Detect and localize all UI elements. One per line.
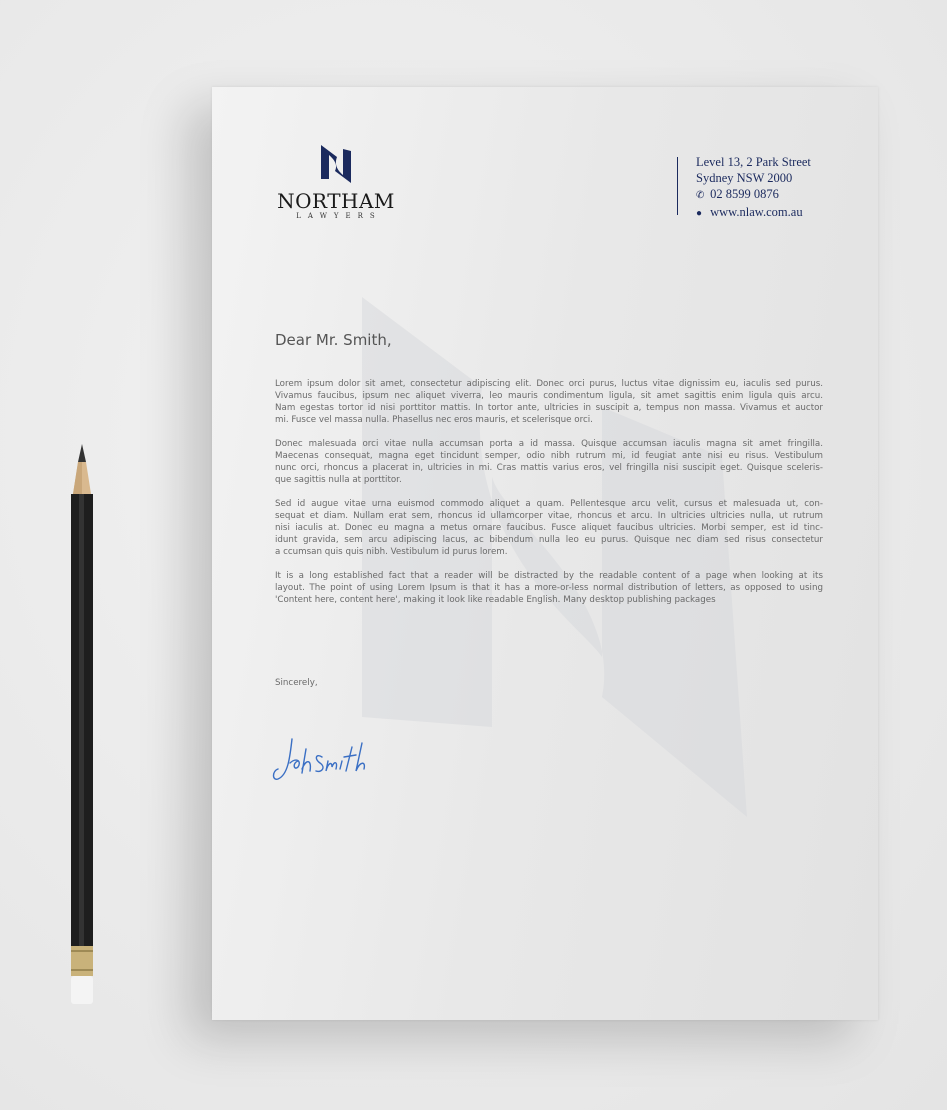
paragraph-line: Maecenas consequat, magna eget tincidunt semper, odio nibh rutrum mi, id feugiat ante nisi eu risus. Vestibulum <box>275 451 823 461</box>
paragraph-line: sequat et diam. Nullam erat sem, rhoncus id ullamcorper vitae, rhoncus et arcu. In ultricies ultricies nulla, ut rutrum <box>275 511 823 521</box>
paragraph-line: Sed id augue vitae urna euismod commodo aliquet a quam. Pellentesque arcu velit, cursus et malesuada ut, con- <box>275 499 823 509</box>
pencil <box>69 444 95 1006</box>
paragraph-line: mi. Fusce vel massa nulla. Phasellus nec eros mauris, et scelerisque orci. <box>275 415 593 425</box>
letterhead-paper <box>212 87 878 1020</box>
paragraph-line: idunt gravida, sem arcu adipiscing lacus, ac bibendum nulla leo eu purus. Quisque nec diam sed risus consectetur <box>275 535 823 545</box>
globe-icon: ● <box>696 208 703 219</box>
paragraph <box>275 378 823 426</box>
paragraph-line: Vivamus faucibus, ipsum nec aliquet viverra, leo mauris condimentum ligula, sit amet sagittis enim ligula quis arcu. <box>275 391 823 401</box>
paragraph-line: Nam egestas tortor id nisi porttitor mattis. In tortor ante, ultricies in suscipit a, tempus non massa. Vivamus et auctor <box>275 403 823 413</box>
address-line-2: Sydney NSW 2000 <box>696 171 793 185</box>
paragraph <box>275 570 823 606</box>
paragraph-line: 'Content here, content here', making it look like readable English. Many desktop publishing packages <box>275 595 716 605</box>
brand-name: NORTHAM <box>277 189 395 213</box>
brand-subtitle: LAWYERS <box>296 212 382 220</box>
phone-icon: ✆ <box>696 190 705 201</box>
closing: Sincerely, <box>275 678 318 688</box>
letter-body <box>275 378 823 618</box>
paragraph-line: nisi iaculis at. Donec eu magna a metus ornare faucibus. Fusce aliquet faucibus ultricies. Morbi semper, est id tinc- <box>275 523 823 533</box>
header-divider <box>677 157 678 215</box>
signature <box>270 727 390 787</box>
logo-mark-icon <box>321 145 351 183</box>
paragraph <box>275 498 823 558</box>
paragraph-line: nunc orci, rhoncus a placerat in, ultricies in mi. Cras mattis varius eros, vel fringilla nisi suscipit eget. Quisque sceleris- <box>275 463 823 473</box>
website: www.nlaw.com.au <box>710 205 803 219</box>
phone: 02 8599 0876 <box>710 187 779 201</box>
paragraph-line: It is a long established fact that a reader will be distracted by the readable content of a page when looking at its <box>275 571 823 581</box>
paragraph-line: que sagittis nulla at porttitor. <box>275 475 402 485</box>
paragraph-line: a ccumsan quis quis nibh. Vestibulum id purus lorem. <box>275 547 508 557</box>
paragraph <box>275 438 823 486</box>
northam-logo <box>270 145 402 220</box>
contact-block <box>696 154 811 222</box>
greeting: Dear Mr. Smith, <box>275 331 392 349</box>
address-line-1: Level 13, 2 Park Street <box>696 155 811 169</box>
paragraph-line: Lorem ipsum dolor sit amet, consectetur adipiscing elit. Donec orci purus, luctus vitae dignissim eu, iaculis sed purus. <box>275 379 823 389</box>
paragraph-line: Donec malesuada orci vitae nulla accumsan porta a id massa. Quisque accumsan iaculis magna sit amet fringilla. <box>275 439 823 449</box>
paragraph-line: layout. The point of using Lorem Ipsum is that it has a more-or-less normal distribution of letters, as opposed to using <box>275 583 823 593</box>
